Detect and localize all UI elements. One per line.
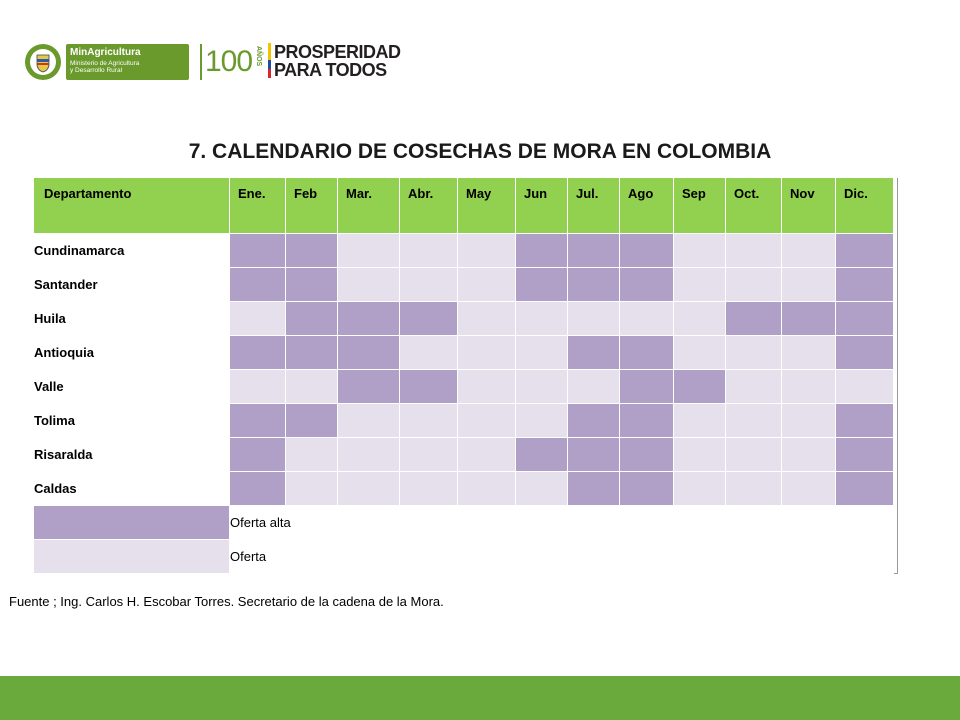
- cell-oferta-alta: [568, 336, 620, 370]
- cell-oferta-alta: [620, 336, 674, 370]
- cell-oferta-alta: [338, 370, 400, 404]
- cell-oferta-alta: [568, 234, 620, 268]
- cell-oferta: [674, 268, 726, 302]
- cell-oferta: [458, 438, 516, 472]
- cell-oferta: [674, 404, 726, 438]
- cell-oferta-alta: [620, 234, 674, 268]
- slogan-line-1: PROSPERIDAD: [274, 42, 401, 62]
- cell-oferta-alta: [674, 370, 726, 404]
- cell-oferta: [338, 234, 400, 268]
- cell-oferta-alta: [836, 438, 894, 472]
- cell-oferta-alta: [620, 404, 674, 438]
- cell-oferta: [516, 404, 568, 438]
- cell-oferta-alta: [516, 234, 568, 268]
- cell-oferta-alta: [286, 404, 338, 438]
- prosperidad-logo: [268, 43, 401, 79]
- cell-oferta: [338, 438, 400, 472]
- cell-oferta: [782, 472, 836, 506]
- table-header-row: [34, 178, 894, 234]
- column-header-month: Jun: [516, 178, 568, 234]
- column-header-month: Feb: [286, 178, 338, 234]
- column-header-month: Jul.: [568, 178, 620, 234]
- cell-oferta: [568, 370, 620, 404]
- cell-oferta-alta: [620, 438, 674, 472]
- column-header-month: Nov: [782, 178, 836, 234]
- column-header-month: Ago: [620, 178, 674, 234]
- column-header-month: Sep: [674, 178, 726, 234]
- source-note: Fuente ; Ing. Carlos H. Escobar Torres. Secretario de la cadena de la Mora.: [9, 594, 444, 609]
- cell-oferta-alta: [568, 268, 620, 302]
- cell-oferta: [674, 336, 726, 370]
- cell-oferta-alta: [230, 472, 286, 506]
- cell-oferta: [516, 370, 568, 404]
- cell-oferta: [458, 370, 516, 404]
- logo-divider: [200, 44, 202, 80]
- column-header-departamento: Departamento: [34, 178, 230, 234]
- ministry-subtitle: Ministerio de Agricultura y Desarrollo Rural: [70, 60, 140, 74]
- cell-oferta-alta: [620, 472, 674, 506]
- cell-oferta: [286, 438, 338, 472]
- cell-oferta-alta: [230, 438, 286, 472]
- cell-oferta-alta: [836, 336, 894, 370]
- slogan-line-2: PARA TODOS: [274, 60, 387, 80]
- legend-row: [34, 540, 894, 574]
- cell-oferta-alta: [836, 472, 894, 506]
- cell-oferta: [516, 472, 568, 506]
- cell-oferta: [516, 336, 568, 370]
- cell-oferta: [726, 234, 782, 268]
- table-row: [34, 438, 894, 472]
- cell-oferta: [230, 302, 286, 336]
- cell-oferta: [674, 234, 726, 268]
- cell-oferta-alta: [230, 404, 286, 438]
- department-name: Caldas: [34, 472, 230, 506]
- legend-label: Oferta alta: [230, 506, 894, 540]
- minagricultura-logo: [66, 44, 189, 80]
- table-row: [34, 404, 894, 438]
- cell-oferta: [458, 404, 516, 438]
- cell-oferta: [726, 268, 782, 302]
- cell-oferta: [782, 404, 836, 438]
- coat-of-arms-icon: [24, 43, 62, 81]
- cell-oferta: [674, 472, 726, 506]
- page-title: 7. CALENDARIO DE COSECHAS DE MORA EN COLOMBIA: [188, 140, 772, 163]
- table-row: [34, 370, 894, 404]
- flag-stripe-icon: [268, 43, 271, 78]
- cell-oferta: [338, 404, 400, 438]
- table-row: [34, 268, 894, 302]
- cell-oferta-alta: [620, 268, 674, 302]
- cell-oferta-alta: [286, 234, 338, 268]
- column-header-month: Ene.: [230, 178, 286, 234]
- department-name: Risaralda: [34, 438, 230, 472]
- cell-oferta-alta: [726, 302, 782, 336]
- cell-oferta: [400, 268, 458, 302]
- footer-bar: [0, 676, 960, 720]
- cell-oferta: [458, 234, 516, 268]
- table-row: [34, 472, 894, 506]
- cell-oferta-alta: [400, 370, 458, 404]
- cell-oferta: [338, 268, 400, 302]
- cell-oferta: [782, 268, 836, 302]
- department-name: Huila: [34, 302, 230, 336]
- cell-oferta: [400, 438, 458, 472]
- cell-oferta-alta: [230, 268, 286, 302]
- cell-oferta-alta: [400, 302, 458, 336]
- column-header-month: Mar.: [338, 178, 400, 234]
- cell-oferta: [400, 404, 458, 438]
- cell-oferta-alta: [286, 336, 338, 370]
- cell-oferta-alta: [516, 438, 568, 472]
- cell-oferta-alta: [338, 302, 400, 336]
- column-header-month: Dic.: [836, 178, 894, 234]
- cell-oferta: [286, 472, 338, 506]
- centenary-number: 100: [205, 45, 253, 78]
- cell-oferta-alta: [286, 302, 338, 336]
- department-name: Cundinamarca: [34, 234, 230, 268]
- cell-oferta: [726, 336, 782, 370]
- cell-oferta: [782, 234, 836, 268]
- table-row: [34, 234, 894, 268]
- centenary-word: AÑOS: [255, 46, 262, 67]
- cell-oferta-alta: [836, 404, 894, 438]
- column-header-month: Abr.: [400, 178, 458, 234]
- cell-oferta-alta: [230, 336, 286, 370]
- cell-oferta: [516, 302, 568, 336]
- cell-oferta: [338, 472, 400, 506]
- cell-oferta: [782, 370, 836, 404]
- harvest-calendar-table: [33, 177, 894, 574]
- table-row: [34, 336, 894, 370]
- department-name: Antioquia: [34, 336, 230, 370]
- cell-oferta-alta: [836, 234, 894, 268]
- department-name: Tolima: [34, 404, 230, 438]
- column-header-month: May: [458, 178, 516, 234]
- legend-swatch: [34, 506, 230, 540]
- header-logos: [24, 42, 401, 82]
- cell-oferta: [400, 336, 458, 370]
- cell-oferta-alta: [230, 234, 286, 268]
- cell-oferta: [458, 472, 516, 506]
- cell-oferta-alta: [782, 302, 836, 336]
- cell-oferta: [230, 370, 286, 404]
- legend-label: Oferta: [230, 540, 894, 574]
- legend-swatch: [34, 540, 230, 574]
- cell-oferta: [400, 472, 458, 506]
- table-row: [34, 302, 894, 336]
- cell-oferta: [836, 370, 894, 404]
- cell-oferta: [458, 336, 516, 370]
- cell-oferta-alta: [620, 370, 674, 404]
- cell-oferta: [726, 404, 782, 438]
- department-name: Santander: [34, 268, 230, 302]
- cell-oferta: [782, 438, 836, 472]
- cell-oferta: [620, 302, 674, 336]
- cell-oferta: [726, 438, 782, 472]
- column-header-month: Oct.: [726, 178, 782, 234]
- cell-oferta-alta: [568, 472, 620, 506]
- cell-oferta: [674, 438, 726, 472]
- cell-oferta: [726, 370, 782, 404]
- cell-oferta: [400, 234, 458, 268]
- cell-oferta-alta: [568, 404, 620, 438]
- cell-oferta-alta: [338, 336, 400, 370]
- table-body: [34, 234, 894, 574]
- cell-oferta-alta: [836, 268, 894, 302]
- department-name: Valle: [34, 370, 230, 404]
- legend-row: [34, 506, 894, 540]
- cell-oferta: [458, 302, 516, 336]
- cell-oferta: [782, 336, 836, 370]
- cell-oferta: [674, 302, 726, 336]
- cell-oferta: [568, 302, 620, 336]
- cell-oferta: [458, 268, 516, 302]
- cell-oferta: [726, 472, 782, 506]
- cell-oferta-alta: [286, 268, 338, 302]
- cell-oferta-alta: [568, 438, 620, 472]
- cell-oferta: [286, 370, 338, 404]
- cell-oferta-alta: [836, 302, 894, 336]
- ministry-name: MinAgricultura: [70, 47, 141, 58]
- cell-oferta-alta: [516, 268, 568, 302]
